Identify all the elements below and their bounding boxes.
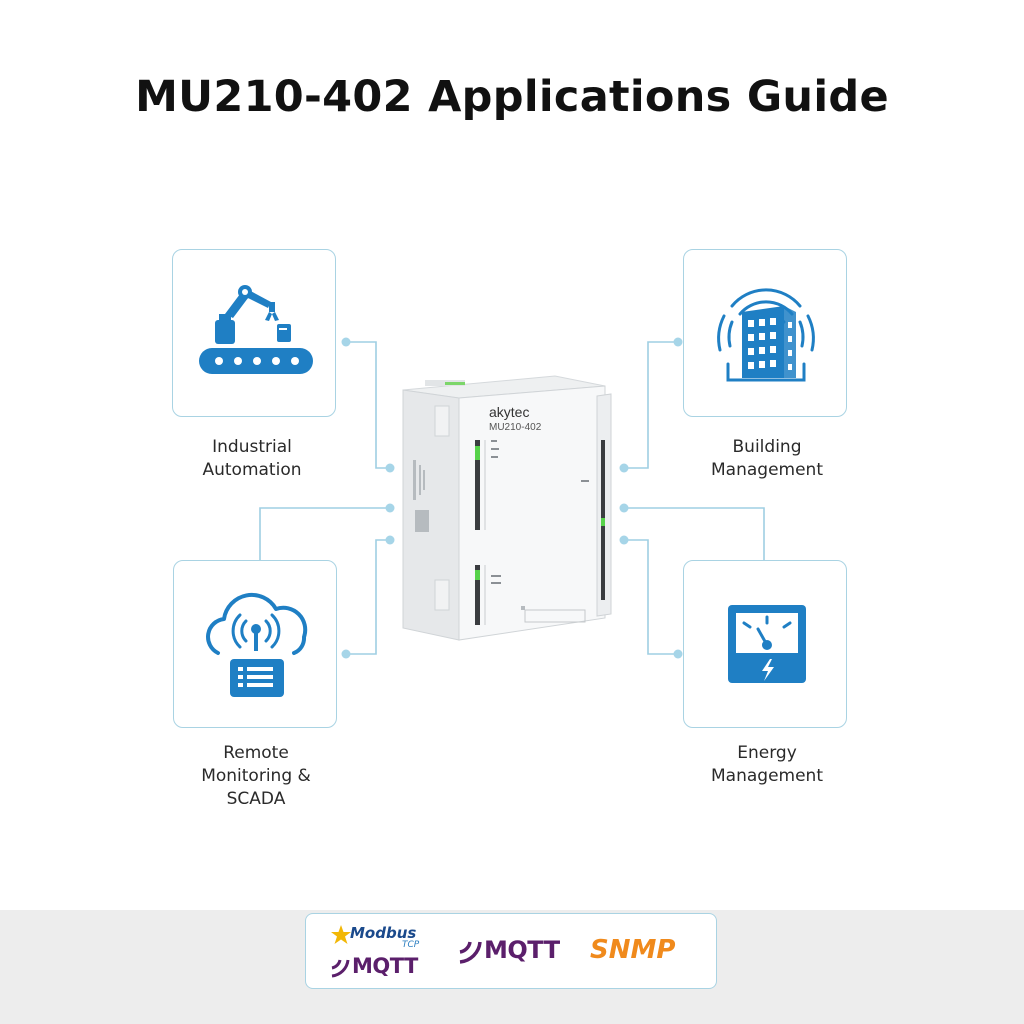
label-line: Management (711, 766, 823, 786)
mqtt-logo-icon (330, 954, 350, 978)
mqtt-logo-text-2: MQTT (484, 936, 560, 964)
mu210-402-device (395, 370, 625, 650)
label-line: Building (732, 437, 802, 457)
label-line: Automation (202, 460, 302, 480)
remote-monitoring-label (156, 742, 356, 811)
label-line: Remote (223, 743, 289, 763)
building-management-card (683, 249, 847, 417)
protocol-logos-box (305, 913, 717, 989)
modbus-logo-icon (330, 924, 352, 946)
device-brand: akytec (489, 404, 530, 420)
remote-monitoring-card (173, 560, 337, 728)
energy-management-card (683, 560, 847, 728)
industrial-automation-card (172, 249, 336, 417)
page-title: MU210-402 Applications Guide (135, 72, 889, 122)
label-line: Monitoring & (201, 766, 311, 786)
energy-management-label (667, 742, 867, 788)
smart-building-icon (684, 250, 848, 418)
label-line: SCADA (226, 789, 286, 809)
label-line: Energy (737, 743, 797, 763)
modbus-logo-text: Modbus (350, 924, 417, 942)
energy-meter-icon (684, 561, 848, 729)
label-line: Industrial (212, 437, 292, 457)
label-line: Management (711, 460, 823, 480)
industrial-automation-label (152, 436, 352, 482)
robot-arm-conveyor-icon (173, 250, 337, 418)
cloud-monitoring-icon (174, 561, 338, 729)
mqtt-logo-text-1: MQTT (352, 954, 418, 978)
snmp-logo-text: SNMP (590, 935, 676, 965)
device-model: MU210-402 (489, 422, 542, 433)
modbus-tcp-text: TCP (402, 940, 420, 950)
mqtt-logo-icon (458, 936, 482, 964)
building-management-label (667, 436, 867, 482)
